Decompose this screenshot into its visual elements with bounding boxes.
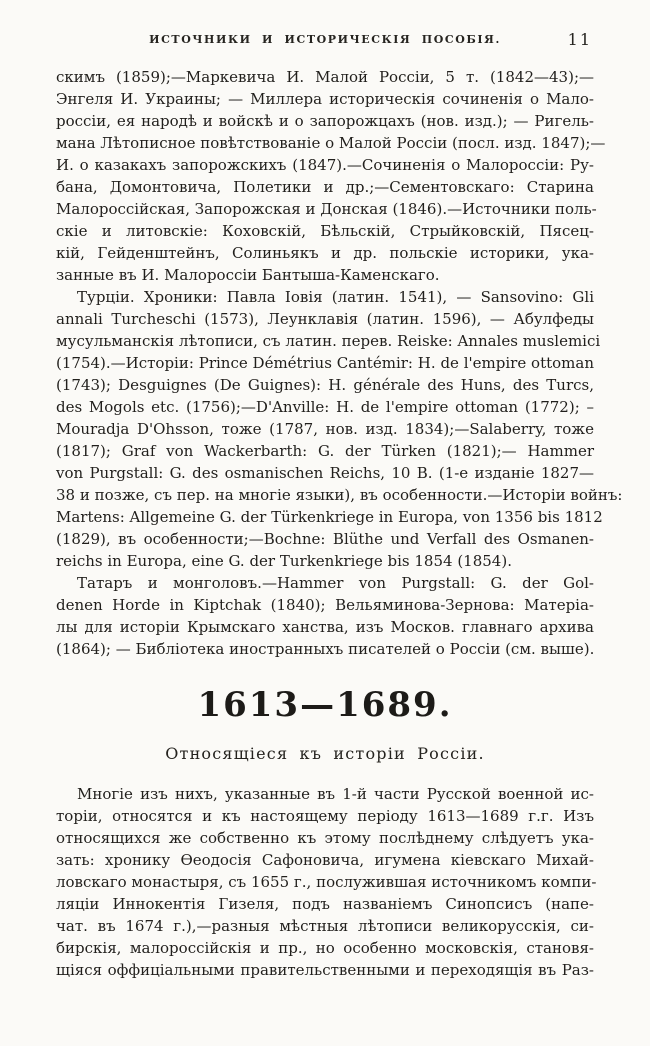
page-number: 11 xyxy=(567,30,592,49)
text-line: скимъ (1859);—Маркевича И. Малой Россіи, 5 т. (1842—43);— xyxy=(56,68,594,86)
text-line: лы для исторіи Крымскаго ханства, изъ Москов. главнаго архива xyxy=(56,618,594,636)
text-line: (1743); Desguignes (De Guignes): H. générale des Huns, des Turcs, xyxy=(56,376,594,394)
text-line: чат. въ 1674 г.),—разныя мѣстныя лѣтописи великорусскія, си- xyxy=(56,917,594,935)
text-line: reichs in Europa, eine G. der Turkenkriege bis 1854 (1854). xyxy=(56,552,512,570)
text-line: (1829), въ особенности;—Bochne: Blüthe und Verfall des Osmanen- xyxy=(56,530,594,548)
text-line: занные въ И. Малороссіи Бантыша-Каменскаго. xyxy=(56,266,440,284)
text-line: относящихся же собственно къ этому послѣднему слѣдуетъ ука- xyxy=(56,829,594,847)
text-line: Mouradja D'Ohsson, тоже (1787, нов. изд. 1834);—Salaberry, тоже xyxy=(56,420,594,438)
text-line: Татаръ и монголовъ.—Hammer von Purgstall: G. der Gol- xyxy=(77,574,594,592)
page-body xyxy=(56,66,623,981)
text-line: ловскаго монастыря, съ 1655 г., послужившая источникомъ компи- xyxy=(56,873,597,891)
text-line: И. о казакахъ запорожскихъ (1847).—Сочиненія о Малороссіи: Ру- xyxy=(56,156,594,174)
text-line: зать: хронику Ѳеодосія Сафоновича, игумена кіевскаго Михай- xyxy=(56,851,594,869)
text-line: торіи, относятся и къ настоящему періоду 1613—1689 г.г. Изъ xyxy=(56,807,594,825)
paragraph-malorossia-sources xyxy=(56,66,606,286)
text-line: Martens: Allgemeine G. der Türkenkriege in Europa, von 1356 bis 1812 xyxy=(56,508,603,526)
book-page xyxy=(0,30,650,1046)
paragraph-tatar-mongol-sources xyxy=(56,572,594,660)
text-line: Турціи. Хроники: Павла Іовія (латин. 1541), — Sansovino: Gli xyxy=(77,288,594,306)
text-line: (1817); Graf von Wackerbarth: G. der Türken (1821);— Hammer xyxy=(56,442,594,460)
text-line: annali Turcheschi (1573), Леунклавія (латин. 1596), — Абулфеды xyxy=(56,310,594,328)
text-line: denen Horde in Kiptchak (1840); Вельяминова-Зернова: Матеріа- xyxy=(56,596,594,614)
text-line: мана Лѣтописное повѣтствованіе о Малой Россіи (посл. изд. 1847);— xyxy=(56,134,606,152)
paragraph-turkey-sources xyxy=(56,286,623,572)
text-line: (1864); — Библіотека иностранныхъ писателей о Россіи (см. выше). xyxy=(56,640,595,658)
text-line: ляціи Иннокентія Гизеля, подъ названіемъ Синопсисъ (напе- xyxy=(56,895,594,913)
text-line: von Purgstall: G. des osmanischen Reichs, 10 B. (1-е изданіе 1827— xyxy=(56,464,594,482)
text-line: (1754).—Исторіи: Prince Démétrius Cantémir: H. de l'empire ottoman xyxy=(56,354,594,372)
text-line: бана, Домонтовича, Полетики и др.;—Сементовскаго: Старина xyxy=(56,178,594,196)
text-line: щіяся оффиціальными правительственными и переходящія въ Раз- xyxy=(56,961,594,979)
paragraph-period-intro xyxy=(56,783,597,981)
text-line: скіе и литовскіе: Коховскій, Бѣльскій, Стрыйковскій, Пясец- xyxy=(56,222,594,240)
page-header xyxy=(56,30,594,50)
text-line: des Mogols etc. (1756);—D'Anville: H. de l'empire ottoman (1772); – xyxy=(56,398,594,416)
text-line: кій, Гейденштейнъ, Солиньякъ и др. польскіе историки, ука- xyxy=(56,244,594,262)
running-header-title: ИСТОЧНИКИ И ИСТОРИЧЕСКІЯ ПОСОБІЯ. xyxy=(149,33,501,46)
text-line: мусульманскія лѣтописи, съ латин. перев. Reiske: Annales muslemici xyxy=(56,332,601,350)
text-line: россіи, ея народѣ и войскѣ и о запорожцахъ (нов. изд.); — Ригель- xyxy=(56,112,594,130)
text-line: Малороссійская, Запорожская и Донская (1846).—Источники поль- xyxy=(56,200,597,218)
section-title: 1613—1689. xyxy=(197,685,453,725)
text-line: Энгеля И. Украины; — Миллера историческія сочиненія о Мало- xyxy=(56,90,594,108)
section-subtitle: Относящіеся къ исторіи Россіи. xyxy=(165,744,485,763)
text-line: бирскія, малороссійскія и пр., но особенно московскія, становя- xyxy=(56,939,594,957)
text-line: Многіе изъ нихъ, указанные въ 1-й части Русской военной ис- xyxy=(77,785,594,803)
text-line: 38 и позже, съ пер. на многіе языки), въ особенности.—Исторіи войнъ: xyxy=(56,486,623,504)
